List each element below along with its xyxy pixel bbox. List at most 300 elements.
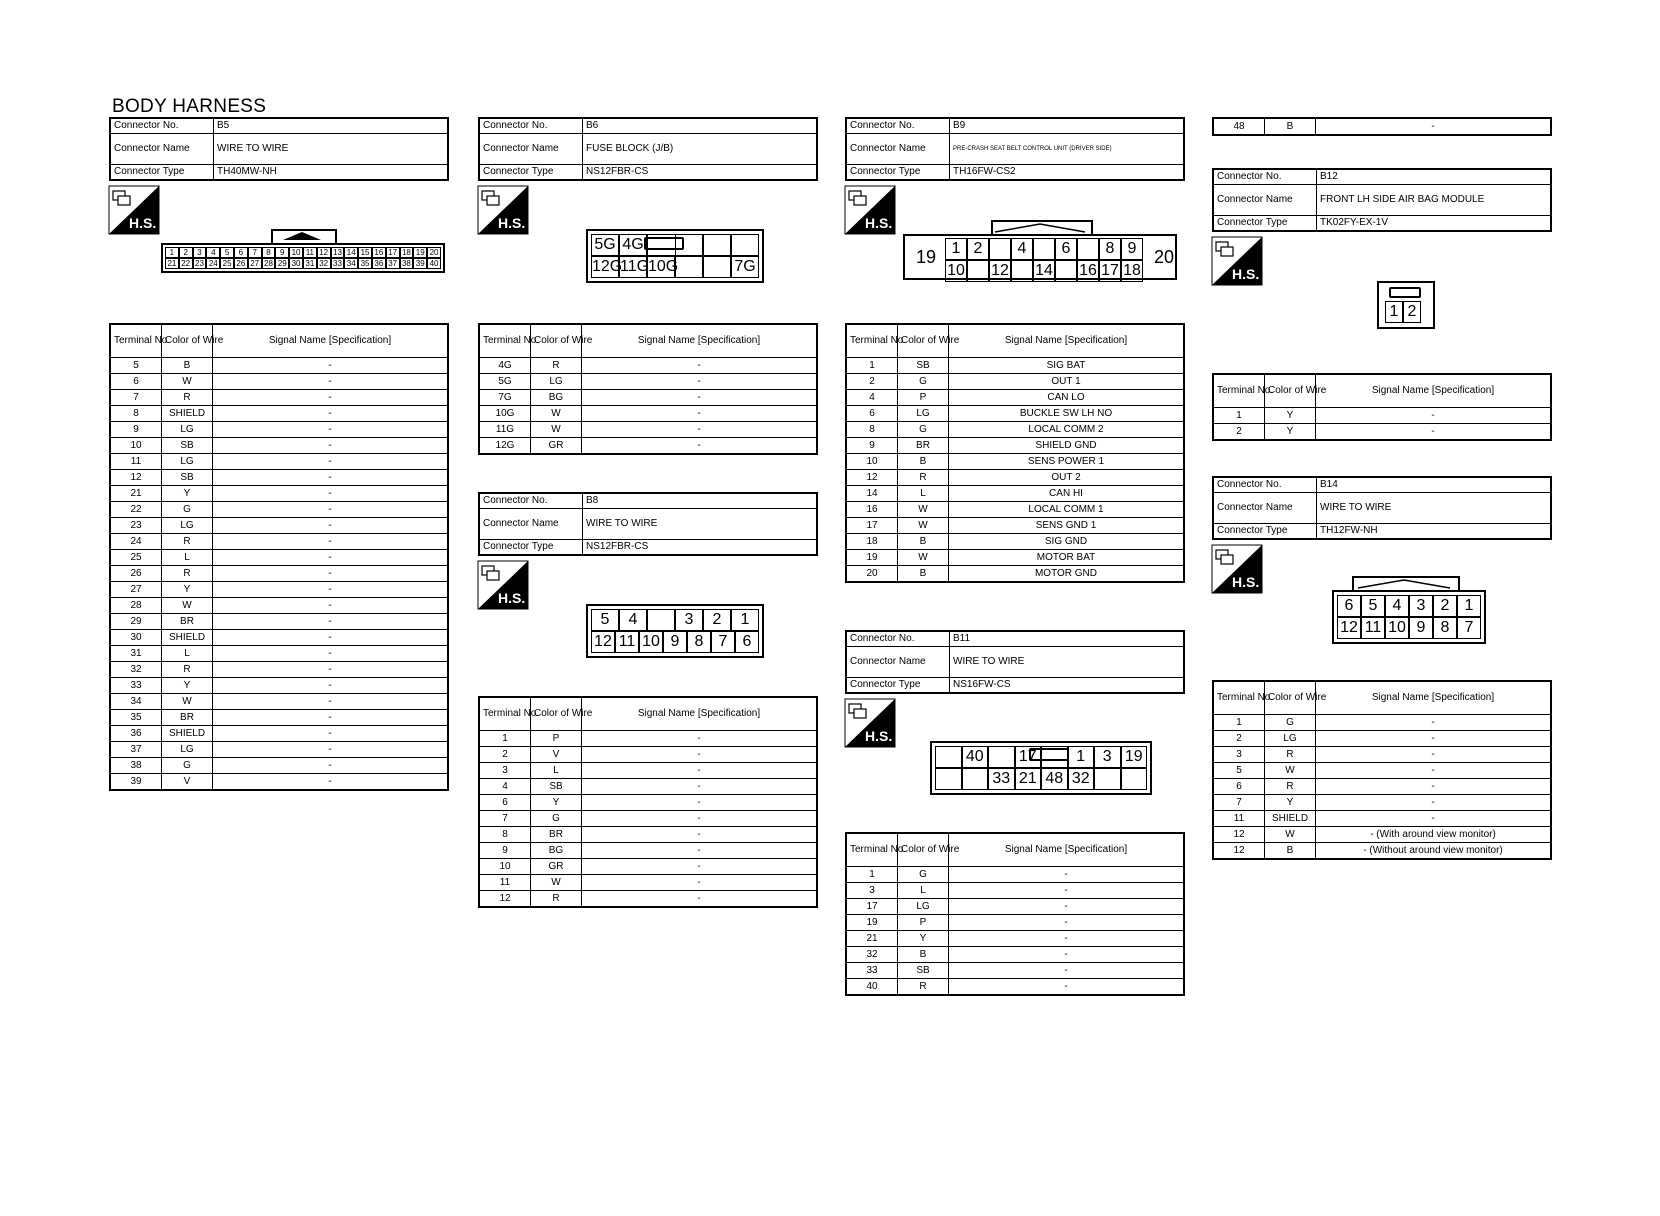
terminal-no-cell: 4 xyxy=(846,390,898,406)
connector-pin: 4 xyxy=(1011,238,1033,260)
table-row xyxy=(110,374,448,390)
wire-color-cell: SB xyxy=(162,470,213,486)
terminal-no-cell: 11 xyxy=(479,875,531,891)
color-header: Color of Wire xyxy=(1265,374,1316,408)
signal-name-cell: - xyxy=(213,470,449,486)
table-row xyxy=(479,390,817,406)
table-row xyxy=(1213,715,1551,731)
color-header: Color of Wire xyxy=(898,324,949,358)
connector-pin: 37 xyxy=(386,258,400,269)
terminal-no-cell: 3 xyxy=(479,763,531,779)
connector-pin: 11 xyxy=(1361,617,1385,639)
connector-pin xyxy=(935,746,962,768)
wire-color-cell: R xyxy=(898,979,949,996)
connector-pin: 10 xyxy=(639,631,663,653)
wire-color-cell: Y xyxy=(1265,795,1316,811)
wire-color-cell: W xyxy=(531,422,582,438)
table-row xyxy=(479,422,817,438)
terminal-no-header: Terminal No. xyxy=(846,324,898,358)
connector-pin: 11 xyxy=(303,247,317,258)
signal-name-cell: - xyxy=(949,931,1185,947)
connector-pin xyxy=(1077,238,1099,260)
connector-b9 xyxy=(845,117,1185,579)
terminal-no-cell: 27 xyxy=(110,582,162,598)
connector-pin: 31 xyxy=(303,258,317,269)
connector-pin: 15 xyxy=(358,247,372,258)
terminal-no-cell: 16 xyxy=(846,502,898,518)
connector-pin: 8 xyxy=(262,247,276,258)
terminal-no-cell: 12 xyxy=(846,470,898,486)
connector-pin: 30 xyxy=(289,258,303,269)
connector-pin: 36 xyxy=(372,258,386,269)
wire-color-cell: SB xyxy=(898,358,949,374)
table-row xyxy=(479,406,817,422)
connector-pin xyxy=(703,256,731,278)
wire-color-cell: G xyxy=(898,422,949,438)
table-row xyxy=(1213,731,1551,747)
connector-pin: 12 xyxy=(1337,617,1361,639)
wire-color-cell: B xyxy=(162,358,213,374)
table-row xyxy=(479,843,817,859)
signal-name-cell: - xyxy=(1316,779,1552,795)
signal-name-cell: - xyxy=(1316,795,1552,811)
connector-pin: 17 xyxy=(386,247,400,258)
connector-pin: 5 xyxy=(591,609,619,631)
terminal-no-cell: 38 xyxy=(110,758,162,774)
connector-pin: 2 xyxy=(1433,595,1457,617)
connector-name-label: Connector Name xyxy=(110,134,214,165)
signal-name-cell: - xyxy=(1316,763,1552,779)
wire-color-cell: LG xyxy=(898,406,949,422)
signal-name-cell: - xyxy=(1316,747,1552,763)
connector-pin: 4 xyxy=(1385,595,1409,617)
connector-pin xyxy=(675,256,703,278)
connector-pin: 10G xyxy=(647,256,675,278)
connector-pin: 9 xyxy=(275,247,289,258)
table-row xyxy=(479,795,817,811)
wire-color-cell: W xyxy=(162,694,213,710)
wire-color-cell: P xyxy=(898,390,949,406)
signal-name-cell: - xyxy=(213,582,449,598)
terminal-no-header: Terminal No. xyxy=(479,697,531,731)
terminal-no-cell: 17 xyxy=(846,518,898,534)
wire-color-cell: SB xyxy=(898,963,949,979)
signal-name-cell: - xyxy=(949,883,1185,899)
wire-color-cell: SHIELD xyxy=(162,726,213,742)
color-header: Color of Wire xyxy=(162,324,213,358)
table-row xyxy=(110,662,448,678)
connector-pin: 9 xyxy=(1121,238,1143,260)
signal-name-cell: - xyxy=(582,438,818,455)
table-row xyxy=(110,598,448,614)
signal-name-cell: - xyxy=(213,646,449,662)
connector-pin: 7 xyxy=(711,631,735,653)
table-row xyxy=(110,470,448,486)
table-row xyxy=(110,678,448,694)
connector-pin: 1 xyxy=(165,247,179,258)
connector-pin: 7G xyxy=(731,256,759,278)
connector-pin: 1 xyxy=(731,609,759,631)
terminal-no-cell: 20 xyxy=(846,566,898,583)
table-row xyxy=(479,731,817,747)
wire-color-cell: LG xyxy=(531,374,582,390)
connector-type-label: Connector Type xyxy=(479,540,583,556)
signal-name-cell: - xyxy=(582,406,818,422)
wire-color-cell: L xyxy=(162,646,213,662)
signal-name-cell: - xyxy=(582,731,818,747)
terminal-no-cell: 2 xyxy=(479,747,531,763)
latch xyxy=(1029,748,1069,761)
signal-name-cell: - xyxy=(582,763,818,779)
table-row xyxy=(110,566,448,582)
terminal-no-cell: 1 xyxy=(846,867,898,883)
connector-info-b9 xyxy=(845,117,1185,181)
terminal-no-cell: 29 xyxy=(110,614,162,630)
table-row xyxy=(110,630,448,646)
connector-pin: 14 xyxy=(1033,260,1055,282)
wire-color-cell: R xyxy=(162,662,213,678)
table-row xyxy=(1213,811,1551,827)
wire-color-cell: R xyxy=(531,358,582,374)
wire-color-cell: B xyxy=(898,454,949,470)
signal-name-cell: - xyxy=(213,534,449,550)
wire-color-cell: SHIELD xyxy=(162,406,213,422)
table-row xyxy=(846,550,1184,566)
wire-color-cell: BR xyxy=(531,827,582,843)
connector-pin: 4 xyxy=(206,247,220,258)
connector-name-label: Connector Name xyxy=(479,134,583,165)
table-row xyxy=(110,742,448,758)
connector-info-b8 xyxy=(478,492,818,556)
table-row xyxy=(846,915,1184,931)
connector-pin: 5G xyxy=(591,234,619,256)
connector-no-label: Connector No. xyxy=(846,631,950,647)
signal-name-cell: LOCAL COMM 1 xyxy=(949,502,1185,518)
connector-pin: 3 xyxy=(1409,595,1433,617)
connector-pin: 6 xyxy=(1055,238,1077,260)
wire-color-cell: G xyxy=(898,374,949,390)
connector-pin: 23 xyxy=(193,258,207,269)
signal-name-cell: - xyxy=(213,742,449,758)
connector-pin xyxy=(989,238,1011,260)
terminal-no-cell: 7 xyxy=(110,390,162,406)
wire-color-cell: B xyxy=(1265,118,1316,135)
color-header: Color of Wire xyxy=(531,697,582,731)
table-row xyxy=(110,390,448,406)
wire-color-cell: Y xyxy=(162,486,213,502)
table-row xyxy=(846,566,1184,583)
table-row xyxy=(846,518,1184,534)
connector-pin: 4 xyxy=(619,609,647,631)
table-row xyxy=(846,883,1184,899)
signal-name-cell: - xyxy=(213,598,449,614)
table-row xyxy=(846,899,1184,915)
terminal-no-cell: 6 xyxy=(479,795,531,811)
table-row xyxy=(110,550,448,566)
table-row xyxy=(479,747,817,763)
signal-header: Signal Name [Specification] xyxy=(213,324,449,358)
terminal-no-cell: 1 xyxy=(479,731,531,747)
table-row xyxy=(110,758,448,774)
terminal-no-cell: 8 xyxy=(110,406,162,422)
signal-name-cell: - xyxy=(582,827,818,843)
table-row xyxy=(846,931,1184,947)
terminal-no-cell: 7G xyxy=(479,390,531,406)
terminal-no-cell: 1 xyxy=(1213,715,1265,731)
table-row xyxy=(479,859,817,875)
connector-pin: 3 xyxy=(1094,746,1121,768)
terminal-no-cell: 26 xyxy=(110,566,162,582)
wire-color-cell: R xyxy=(1265,747,1316,763)
signal-name-cell: - xyxy=(213,614,449,630)
connector-b11-continued xyxy=(1212,117,1552,136)
table-row xyxy=(846,486,1184,502)
connector-pin: 10 xyxy=(945,260,967,282)
connector-pin: 20 xyxy=(427,247,441,258)
connector-pin: 11 xyxy=(615,631,639,653)
connector-pin: 21 xyxy=(165,258,179,269)
signal-name-cell: - xyxy=(949,867,1185,883)
terminal-no-cell: 2 xyxy=(1213,731,1265,747)
wire-color-cell: L xyxy=(898,486,949,502)
connector-pin: 17 xyxy=(1015,746,1042,768)
connector-type-label: Connector Type xyxy=(479,165,583,181)
wire-color-cell: LG xyxy=(162,422,213,438)
signal-name-cell: OUT 2 xyxy=(949,470,1185,486)
terminal-no-cell: 6 xyxy=(110,374,162,390)
signal-name-cell: - xyxy=(213,422,449,438)
svg-text:H.S.: H.S. xyxy=(498,590,526,606)
connector-type-value: NS12FBR-CS xyxy=(583,165,818,181)
terminal-no-cell: 21 xyxy=(846,931,898,947)
connector-pin: 1 xyxy=(1385,301,1403,323)
terminal-no-cell: 8 xyxy=(479,827,531,843)
signal-header: Signal Name [Specification] xyxy=(582,697,818,731)
connector-pin: 12 xyxy=(317,247,331,258)
table-row xyxy=(479,779,817,795)
connector-pin xyxy=(1094,768,1121,790)
terminal-no-cell: 32 xyxy=(110,662,162,678)
wire-color-cell: G xyxy=(162,502,213,518)
table-row xyxy=(479,811,817,827)
connector-pin: 32 xyxy=(317,258,331,269)
terminal-table-b8 xyxy=(478,696,818,908)
connector-type-value: TK02FY-EX-1V xyxy=(1317,216,1552,232)
table-row xyxy=(1213,747,1551,763)
terminal-no-cell: 18 xyxy=(846,534,898,550)
signal-name-cell: - xyxy=(1316,408,1552,424)
wire-color-cell: LG xyxy=(162,518,213,534)
signal-name-cell: - xyxy=(582,358,818,374)
signal-name-cell: MOTOR GND xyxy=(949,566,1185,583)
signal-header: Signal Name [Specification] xyxy=(582,324,818,358)
wire-color-cell: W xyxy=(898,502,949,518)
connector-pin: 1 xyxy=(945,238,967,260)
wire-color-cell: P xyxy=(898,915,949,931)
signal-name-cell: - xyxy=(213,518,449,534)
signal-name-cell: - xyxy=(1316,731,1552,747)
hs-icon xyxy=(845,699,895,747)
connector-pin: 3 xyxy=(193,247,207,258)
table-row xyxy=(479,827,817,843)
connector-info-b14 xyxy=(1212,476,1552,540)
table-row xyxy=(846,534,1184,550)
terminal-no-cell: 21 xyxy=(110,486,162,502)
signal-name-cell: - xyxy=(949,915,1185,931)
connector-name-value: FRONT LH SIDE AIR BAG MODULE xyxy=(1317,185,1552,216)
table-row xyxy=(1213,118,1551,135)
terminal-no-cell: 11 xyxy=(110,454,162,470)
connector-name-label: Connector Name xyxy=(1213,493,1317,524)
signal-name-cell: - xyxy=(213,550,449,566)
signal-name-cell: - xyxy=(213,438,449,454)
terminal-no-cell: 12 xyxy=(479,891,531,908)
connector-b6 xyxy=(478,117,818,451)
signal-name-cell: - xyxy=(213,630,449,646)
wire-color-cell: Y xyxy=(1265,424,1316,441)
connector-name-value: WIRE TO WIRE xyxy=(1317,493,1552,524)
connector-pin: 21 xyxy=(1015,768,1042,790)
terminal-no-cell: 12G xyxy=(479,438,531,455)
connector-b12 xyxy=(1212,168,1552,437)
signal-name-cell: - xyxy=(213,694,449,710)
table-row xyxy=(1213,408,1551,424)
connector-pin: 16 xyxy=(1077,260,1099,282)
terminal-no-cell: 12 xyxy=(1213,843,1265,860)
wire-color-cell: R xyxy=(162,534,213,550)
table-row xyxy=(110,486,448,502)
connector-pin: 9 xyxy=(1409,617,1433,639)
table-row xyxy=(1213,827,1551,843)
wire-color-cell: Y xyxy=(531,795,582,811)
terminal-no-cell: 19 xyxy=(846,915,898,931)
table-row xyxy=(479,438,817,455)
signal-name-cell: - xyxy=(1316,715,1552,731)
wire-color-cell: B xyxy=(898,947,949,963)
terminal-no-cell: 10G xyxy=(479,406,531,422)
connector-pin: 1 xyxy=(1457,595,1481,617)
connector-no-label: Connector No. xyxy=(479,493,583,509)
wire-color-cell: SB xyxy=(162,438,213,454)
terminal-no-cell: 11G xyxy=(479,422,531,438)
table-row xyxy=(479,374,817,390)
connector-pin: 19 xyxy=(413,247,427,258)
hs-icon xyxy=(478,561,528,609)
terminal-no-cell: 40 xyxy=(846,979,898,996)
connector-face-b8 xyxy=(586,604,764,658)
signal-name-cell: SHIELD GND xyxy=(949,438,1185,454)
signal-name-cell: - xyxy=(582,859,818,875)
table-row xyxy=(479,875,817,891)
connector-pin: 6 xyxy=(735,631,759,653)
signal-name-cell: LOCAL COMM 2 xyxy=(949,422,1185,438)
connector-pin xyxy=(967,260,989,282)
connector-pin: 32 xyxy=(1068,768,1095,790)
table-row xyxy=(846,979,1184,996)
table-row xyxy=(1213,795,1551,811)
terminal-no-cell: 25 xyxy=(110,550,162,566)
signal-name-cell: - xyxy=(582,795,818,811)
signal-name-cell: BUCKLE SW LH NO xyxy=(949,406,1185,422)
table-row xyxy=(110,646,448,662)
connector-name-label: Connector Name xyxy=(846,647,950,678)
connector-b5 xyxy=(109,117,449,787)
connector-info-b6 xyxy=(478,117,818,181)
terminal-no-cell: 10 xyxy=(846,454,898,470)
connector-no-label: Connector No. xyxy=(1213,477,1317,493)
connector-pin: 4G xyxy=(619,234,647,256)
table-row xyxy=(110,726,448,742)
table-row xyxy=(110,614,448,630)
terminal-no-cell: 5G xyxy=(479,374,531,390)
table-row xyxy=(1213,779,1551,795)
wire-color-cell: W xyxy=(1265,763,1316,779)
wire-color-cell: L xyxy=(162,550,213,566)
connector-b8 xyxy=(478,492,818,904)
terminal-no-cell: 30 xyxy=(110,630,162,646)
wire-color-cell: G xyxy=(162,758,213,774)
wire-color-cell: R xyxy=(1265,779,1316,795)
wire-color-cell: R xyxy=(898,470,949,486)
terminal-table-b9 xyxy=(845,323,1185,583)
table-row xyxy=(846,867,1184,883)
terminal-no-cell: 6 xyxy=(846,406,898,422)
connector-type-label: Connector Type xyxy=(846,165,950,181)
signal-name-cell: - xyxy=(213,566,449,582)
connector-pin: 8 xyxy=(687,631,711,653)
connector-pin: 34 xyxy=(344,258,358,269)
signal-name-cell: - xyxy=(213,502,449,518)
connector-pin xyxy=(647,609,675,631)
terminal-no-cell: 22 xyxy=(110,502,162,518)
wire-color-cell: Y xyxy=(898,931,949,947)
terminal-no-header: Terminal No. xyxy=(1213,374,1265,408)
connector-pin: 24 xyxy=(206,258,220,269)
signal-name-cell: - xyxy=(582,891,818,908)
terminal-no-cell: 12 xyxy=(110,470,162,486)
connector-face-b14 xyxy=(1332,576,1492,656)
connector-pin: 12G xyxy=(591,256,619,278)
hs-label: H.S. xyxy=(129,215,157,231)
table-row xyxy=(846,454,1184,470)
connector-info-b12 xyxy=(1212,168,1552,232)
connector-pin: 14 xyxy=(344,247,358,258)
terminal-no-cell: 8 xyxy=(846,422,898,438)
pin-left: 19 xyxy=(915,247,937,267)
connector-pin: 18 xyxy=(1121,260,1143,282)
table-row xyxy=(479,891,817,908)
table-row xyxy=(110,502,448,518)
signal-name-cell: - xyxy=(213,710,449,726)
hs-icon xyxy=(109,186,159,234)
connector-no-label: Connector No. xyxy=(846,118,950,134)
connector-no-value: B11 xyxy=(950,631,1185,647)
connector-pin: 29 xyxy=(275,258,289,269)
connector-pin xyxy=(703,234,731,256)
svg-text:H.S.: H.S. xyxy=(865,215,893,231)
terminal-no-cell: 9 xyxy=(846,438,898,454)
connector-pin: 12 xyxy=(591,631,615,653)
connector-name-label: Connector Name xyxy=(479,509,583,540)
connector-pin: 10 xyxy=(1385,617,1409,639)
table-row xyxy=(1213,763,1551,779)
connector-b11 xyxy=(845,630,1185,992)
wire-color-cell: W xyxy=(898,550,949,566)
wire-color-cell: BG xyxy=(531,390,582,406)
table-row xyxy=(846,358,1184,374)
terminal-no-cell: 17 xyxy=(846,899,898,915)
connector-pin: 33 xyxy=(988,768,1015,790)
